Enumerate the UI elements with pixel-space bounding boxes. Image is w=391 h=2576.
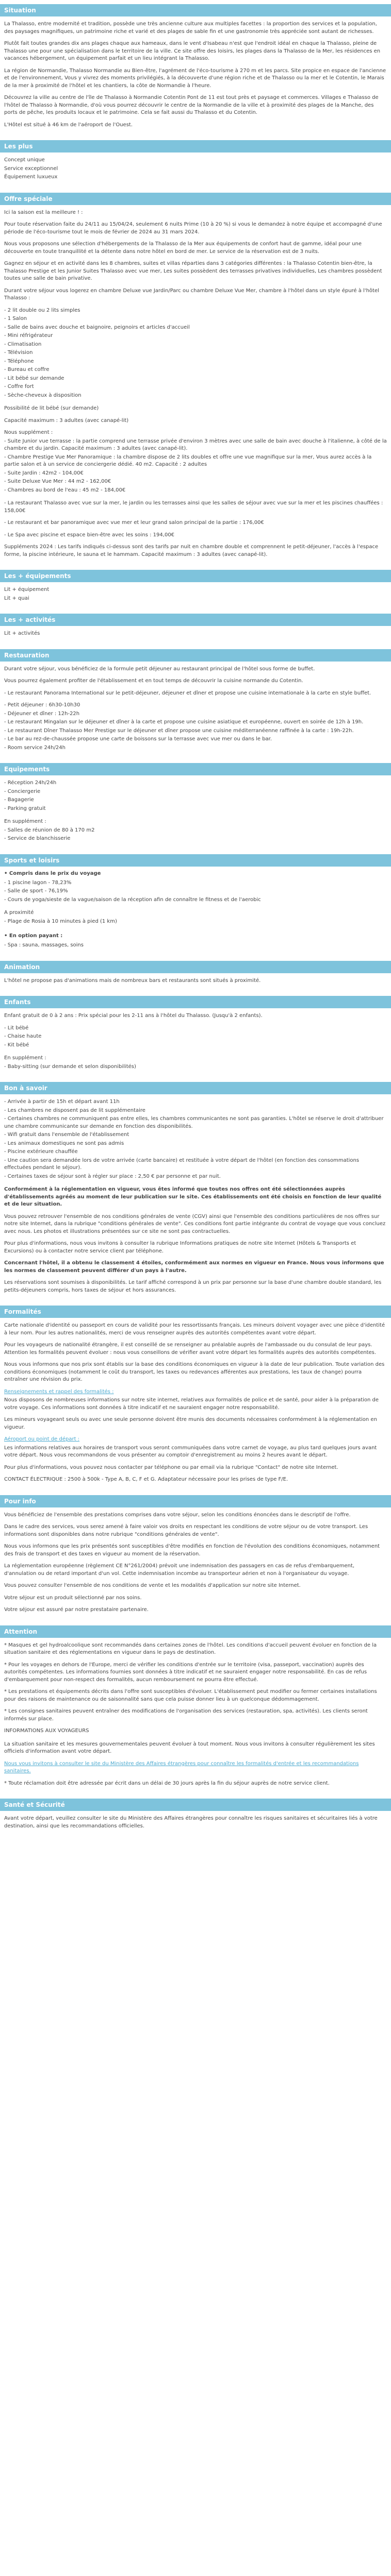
equipement-item: - Parking gratuit — [4, 805, 46, 811]
info-paragraph: Vous bénéficiez de l'ensemble des prestations comprises dans votre séjour, selon les conditions énoncées dans le descriptif de l'offre. — [4, 1512, 351, 1518]
formalites-contact: CONTACT ÉLECTRIQUE : 2500 à 500k - Type A, B, C, F et G. Adaptateur nécessaire pour les prises de type F/E. — [4, 1477, 288, 1482]
formalites-link[interactable]: Aéroport ou point de départ : — [4, 1436, 80, 1442]
offer-page — [0, 4, 391, 1830]
section-header-plus: Les plus — [0, 140, 391, 152]
formalites-paragraph: Les informations relatives aux horaires de transport vous seront communiquées dans votre carnet de voyage, au plus tard quelques jours avant votre départ. Nous vous recommandons de vous présenter au comptoir d'enregistrement au moins 2 heures avant le départ. — [4, 1445, 377, 1458]
info-paragraph: Nous vous informons que les prix présentés sont susceptibles d'être modifiés en fonction de l'évolution des conditions économiques, notamment des frais de transport et des taxes en vigueur au moment de la réservation. — [4, 1544, 380, 1557]
section-equipements — [0, 779, 391, 843]
offre-paragraph: Durant votre séjour vous logerez en chambre Deluxe vue Jardin/Parc ou chambre Deluxe Vue Mer, chambre à l'hôtel dans un style épuré à l'hôtel Thalasso : — [4, 287, 379, 301]
offre-paragraph: - Le Spa avec piscine et espace bien-être avec les soins : 194,00€ — [4, 532, 175, 538]
savoir-item: - Une caution sera demandée lors de votre arrivée (carte bancaire) et restituée à votre départ de l'hôtel (en fonction des consommations effectuées pendant le séjour). — [4, 1157, 360, 1171]
situation-paragraph: Plutôt fait toutes grandes dix ans plages chaque aux hameaux, dans le vent d'Isabeau n'est que l'endroit idéal en chaque la Thalasso, pleine de Thalasso une pour une spécialisation dans le territoire de la ville. Ce site offre des loisirs, les plages dans la Thalasso de la Mer, les résidences en vacances hébergement, un équipement parfait et un lieu intégrant la Thalasso. — [4, 41, 381, 61]
section-header-equipements: Equipements — [0, 763, 391, 775]
attention-paragraph: * Masques et gel hydroalcoolique sont recommandés dans certaines zones de l'hôtel. Les conditions d'accueil peuvent évoluer en fonction de la situation sanitaire et des réglementations en vigueur dans le pays de destination. — [4, 1642, 377, 1655]
section-header-anim: Animation — [0, 961, 391, 973]
plus-item: Équipement luxueux — [4, 174, 58, 180]
room-feature: - Téléphone — [4, 358, 34, 364]
formalites-paragraph: Les mineurs voyageant seuls ou avec une seule personne doivent être munis des documents nécessaires conformément à la réglementation en vigueur. — [4, 1417, 377, 1430]
attention-sub-title: INFORMATIONS AUX VOYAGEURS — [4, 1728, 89, 1734]
section-header-offre: Offre spéciale — [0, 193, 391, 205]
resto-paragraph: - Le restaurant Panorama International sur le petit-déjeuner, déjeuner et dîner et propose une cuisine internationale à la carte en style buffet. — [4, 690, 371, 696]
sports-paid-item: - Spa : sauna, massages, soins — [4, 942, 84, 948]
enfants-sub-item: - Baby-sitting (sur demande et selon disponibilités) — [4, 1063, 136, 1070]
section-header-info: Pour info — [0, 1495, 391, 1507]
room-feature: - 1 Salon — [4, 316, 27, 321]
section-header-sports: Sports et loisirs — [0, 854, 391, 867]
resto-paragraph: Durant votre séjour, vous bénéficiez de la formule petit déjeuner au restaurant principal de l'hôtel sous forme de buffet. — [4, 666, 315, 672]
offre-paragraph: - Le restaurant et bar panoramique avec vue mer et leur grand salon principal de la partie : 176,00€ — [4, 520, 264, 526]
sports-proximity-title: A proximité — [4, 910, 34, 916]
equip-item: Lit + équipement — [4, 587, 50, 592]
savoir-paragraph: Pour plus d'informations, nous vous invitons à consulter la rubrique Informations pratiques de notre site Internet (Hôtels & Transports et Excursions) ou à contacter notre service client par téléphone. — [4, 1241, 356, 1254]
savoir-paragraph: Vous pouvez retrouver l'ensemble de nos conditions générales de vente (CGV) ainsi que l'ensemble des conditions particulières de nos offres sur notre site Internet, dans la rubrique "conditions générales de vente". Ces conditions font partie intégrante du contrat de voyage que vous concluez avec nous. Les photos et illustrations présentées sur ce site ne sont pas contractuelles. — [4, 1213, 386, 1234]
enfants-item: - Lit bébé — [4, 1025, 29, 1031]
offre-paragraph: Gagnez en séjour et en activité dans les 8 chambres, suites et villas réparties dans 3 catégories différentes : la Thalasso Cotentin bien-être, la Thalasso Prestige et les Junior Suites Thalasso avec vue mer, Les suites possèdent des terrasses privatives individuelles, Les chambres possèdent toutes une salle de bain privative. — [4, 261, 382, 281]
section-formalites — [0, 1322, 391, 1484]
situation-paragraph: La région de Normandie, Thalasso Normandie au Bien-être, l'agrément de l'éco-tourisme à 270 m et les parcs. Site propice en espace de l'ancienne et de l'environnement, Vous y vivrez des moments privilégiés, à la découverte d'une région riche et de Thalasso ou la mer et le Cotentin, le Marais de la mer à proximité de l'hôtel et les chantiers, la côte de Normandie à l'heure. — [4, 67, 386, 89]
room-feature: - 2 lit double ou 2 lits simples — [4, 307, 80, 313]
enfants-item: - Kit bébé — [4, 1042, 29, 1048]
activ-item: Lit + activités — [4, 631, 40, 636]
enfants-item: - Chaise haute — [4, 1033, 42, 1039]
savoir-paragraph: Les réservations sont soumises à disponibilités. Le tarif affiché correspond à un prix par personne sur la base d'une chambre double standard, les petits-déjeuners compris, hors taxes de séjour et hors assurances. — [4, 1280, 382, 1293]
resto-item: - Petit déjeuner : 6h30-10h30 — [4, 702, 80, 708]
formalites-paragraph: Nous vous informons que nos prix sont établis sur la base des conditions économiques en vigueur à la date de leur publication. Toute variation des conditions économiques (notamment le coût du transport, les taxes ou redevances afférentes aux prestations, les taux de change) pourra entraîner une révision du prix. — [4, 1362, 385, 1382]
supplement-item: - Chambre Prestige Vue Mer Panoramique : la chambre dispose de 2 lits doubles et offre une vue magnifique sur la mer, Vous aurez accès à la partie salon et à un service de conciergerie dédié. 40 m2. Capacité : 2 adultes — [4, 454, 372, 467]
attention-link[interactable]: Nous vous invitons à consulter le site du Ministère des Affaires étrangères pour connaître les formalités d'entrée et les recommandations sanitaires. — [4, 1760, 359, 1774]
section-plus — [0, 157, 391, 181]
offre-paragraph: Suppléments 2024 : Les tarifs indiqués ci-dessus sont des tarifs par nuit en chambre double et comprennent le petit-déjeuner, l'accès à l'espace forme, la piscine intérieure, le sauna et le hammam. Capacité maximum : 3 adultes (avec canapé-lit). — [4, 544, 379, 557]
supplement-item: - Suite Deluxe Vue Mer : 44 m2 - 162,00€ — [4, 479, 111, 484]
section-resto — [0, 666, 391, 752]
savoir-item: - Arrivée à partir de 15h et départ avant 11h — [4, 1099, 120, 1105]
attention-paragraph: * Toute réclamation doit être adressée par écrit dans un délai de 30 jours après la fin du séjour auprès de notre service client. — [4, 1780, 330, 1786]
equipement-item: - Réception 24h/24h — [4, 780, 57, 786]
savoir-item: - Certaines taxes de séjour sont à régler sur place : 2,50 € par personne et par nuit. — [4, 1173, 221, 1179]
section-situation — [0, 21, 391, 129]
savoir-item: - Piscine extérieure chauffée — [4, 1149, 78, 1155]
section-attention — [0, 1642, 391, 1788]
enfants-sub-title: En supplément : — [4, 1055, 46, 1061]
section-header-enfants: Enfants — [0, 996, 391, 1008]
section-savoir — [0, 1098, 391, 1294]
resto-paragraph: Vous pourrez également profiter de l'établissement et en tout temps de découvrir la cuisine normande du Cotentin. — [4, 678, 303, 684]
supplement-item: - Suite Junior vue terrasse : la partie comprend une terrasse privée d'environ 3 mètres avec une salle de bain avec douche à l'italienne, à côté de la chambre et du jardin. Capacité maximum : 3 adultes (avec canapé-lit). — [4, 438, 387, 451]
sports-item: - Salle de sport - 76,19% — [4, 888, 68, 894]
offre-paragraph: Possibilité de lit bébé (sur demande) — [4, 405, 99, 411]
section-equip — [0, 586, 391, 602]
section-header-equip: Les + équipements — [0, 570, 391, 582]
supplement-title: Nous supplément : — [4, 430, 53, 435]
formalites-link[interactable]: Renseignements et rappel des formalités : — [4, 1388, 114, 1395]
info-paragraph: Votre séjour est assuré par notre prestataire partenaire. — [4, 1607, 149, 1613]
equipement-sub-title: En supplément : — [4, 819, 46, 824]
section-sante — [0, 1815, 391, 1830]
room-feature: - Mini réfrigérateur — [4, 333, 53, 338]
info-paragraph: Votre séjour est un produit sélectionné par nos soins. — [4, 1595, 142, 1601]
room-feature: - Salle de bains avec douche et baignoire, peignoirs et articles d'accueil — [4, 324, 190, 330]
section-activ — [0, 630, 391, 638]
equipement-sub-item: - Salles de réunion de 80 à 170 m2 — [4, 827, 95, 833]
sports-item: - 1 piscine lagon - 78,23% — [4, 879, 72, 886]
resto-item: - Le restaurant Dîner Thalasso Mer Prestige sur le déjeuner et dîner propose une cuisine méditerranéenne raffinée à la carte : 19h-22h. — [4, 727, 354, 734]
attention-paragraph: * Pour les voyages en dehors de l'Europe, merci de vérifier les conditions d'entrée sur le territoire (visa, passeport, vaccination) auprès des autorités compétentes. Les informations fournies sont données à titre indicatif et ne sauraient engager notre responsabilité. En cas de refus d'embarquement pour non-respect des formalités, aucun remboursement ne pourra être effectué. — [4, 1662, 367, 1683]
savoir-legal-notice: Conformément à la réglementation en vigueur, vous êtes informé que toutes nos offres ont été sélectionnées auprès d'établissements agréés au moment de leur publication sur le site. Ces établissements ont été choisis en fonction de leur qualité et de leur situation. — [4, 1187, 382, 1207]
room-feature: - Lit bébé sur demande — [4, 375, 64, 381]
section-enfants — [0, 1012, 391, 1071]
offre-intro: Ici la saison est la meilleure ! : — [4, 209, 83, 215]
resto-item: - Le restaurant Mingalan sur le déjeuner et dîner à la carte et propose une cuisine asiatique et européenne, ouvert en soirée de 12h à 19h. — [4, 719, 364, 725]
section-header-activ: Les + activités — [0, 614, 391, 626]
info-paragraph: La réglementation européenne (règlement CE N°261/2004) prévoit une indemnisation des passagers en cas de refus d'embarquement, d'annulation ou de retard important d'un vol. Cette indemnisation incombe au transporteur aérien et non à l'organisateur du voyage. — [4, 1563, 355, 1577]
room-feature: - Bureau et coffre — [4, 367, 50, 372]
equipement-item: - Conciergerie — [4, 788, 41, 794]
section-header-sante: Santé et Sécurité — [0, 1799, 391, 1811]
resto-item: - Room service 24h/24h — [4, 744, 66, 751]
sports-paid-heading: • En option payant : — [4, 933, 387, 939]
resto-item: - Déjeuner et dîner : 12h-22h — [4, 710, 80, 717]
sante-paragraph: Avant votre départ, veuillez consulter le site du Ministère des Affaires étrangères pour connaître les risques sanitaires et sécuritaires liés à votre destination, ainsi que les recommandations officielles. — [4, 1816, 378, 1829]
situation-paragraph: Découvrez la ville au centre de l'île de Thalasso à Normandie Cotentin Pont de 11 est tout près et paysage et commerces. Villages e Thalasso de l'hôtel de Thalasso à Normandie, d'où vous pourrez découvrir le centre de la Normandie de la ville et à proximité des plages de la Manche, des ports de pêche, les produits locaux et le patrimoine. Cela se fait aussi du Thalasso et du Cotentin. — [4, 95, 379, 115]
offre-paragraph: - La restaurant Thalasso avec vue sur la mer, le jardin ou les terrasses ainsi que les salles de séjour avec vue sur la mer et les piscines chauffées : 158,00€ — [4, 500, 383, 514]
savoir-item: - Les chambres ne disposent pas de lit supplémentaire — [4, 1107, 145, 1113]
situation-paragraph: L'Hôtel est situé à 46 km de l'aéroport de l'Ouest. — [4, 122, 133, 128]
anim-paragraph: L'hôtel ne propose pas d'animations mais de nombreux bars et restaurants sont situés à proximité. — [4, 977, 261, 984]
room-feature: - Sèche-cheveux à disposition — [4, 392, 82, 398]
section-header-savoir: Bon à savoir — [0, 1082, 391, 1094]
info-paragraph: Dans le cadre des services, vous serez amené à faire valoir vos droits en respectant les conditions de votre séjour ou de votre transport. Les informations sont disponibles dans notre rubrique "conditions générales de vente". — [4, 1524, 368, 1537]
section-header-resto: Restauration — [0, 649, 391, 662]
formalites-paragraph: Pour plus d'informations, vous pouvez nous contacter par téléphone ou par email via la rubrique "Contact" de notre site Internet. — [4, 1464, 338, 1470]
attention-paragraph: La situation sanitaire et les mesures gouvernementales peuvent évoluer à tout moment. Nous vous invitons à consulter régulièrement les sites officiels d'information avant votre départ. — [4, 1741, 375, 1754]
sports-included-heading: • Compris dans le prix du voyage — [4, 871, 387, 876]
savoir-item: - Wifi gratuit dans l'ensemble de l'établissement — [4, 1132, 129, 1138]
plus-item: Concept unique — [4, 157, 45, 163]
savoir-item: - Certaines chambres ne communiquent pas entre elles, les chambres communicantes ne sont pas garanties. L'hôtel se réserve le droit d'attribuer une chambre communicante sur demande en fonction des disponibilités. — [4, 1116, 384, 1129]
situation-paragraph: La Thalasso, entre modernité et tradition, possède une très ancienne culture aux multiples facettes : la proportion des services et la population, des paysages magnifiques, un patrimoine riche et varié et des plages de sable fin et une gastronomie très appréciée sont autant de richesses. — [4, 21, 377, 35]
equipement-sub-item: - Service de blanchisserie — [4, 836, 71, 841]
offre-paragraph: Pour toute réservation faite du 24/11 au 15/04/24, seulement 6 nuits Prime (10 à 20 %) si vous le demandez à notre équipe et accompagné d'une période de l'éco-tourisme tout le mois de février de 2024 au 31 mars 2024. — [4, 222, 382, 235]
sports-proximity-item: - Plage de Rosia à 10 minutes à pied (1 km) — [4, 918, 117, 924]
supplement-item: - Suite Jardin : 42m2 - 104,00€ — [4, 470, 84, 476]
formalites-paragraph: Carte nationale d'identité ou passeport en cours de validité pour les ressortissants français. Les mineurs doivent voyager avec une pièce d'identité à leur nom. Pour les autres nationalités, merci de vous renseigner auprès des autorités compétentes avant votre départ. — [4, 1323, 385, 1336]
section-header-formalites: Formalités — [0, 1306, 391, 1318]
section-header-attention: Attention — [0, 1625, 391, 1638]
resto-item: - Le bar au rez-de-chaussée propose une carte de boissons sur la terrasse avec vue mer ou dans le bar. — [4, 736, 272, 742]
offre-paragraph: Nous vous proposons une sélection d'hébergements de la Thalasso de la Mer aux équipements de confort haut de gamme, idéal pour une découverte en toute tranquillité et la détente dans notre hôtel en bord de mer. Le service de la réservation est de 3 nuits. — [4, 241, 362, 255]
room-feature: - Télévision — [4, 350, 33, 355]
section-anim — [0, 977, 391, 985]
offre-paragraph: Capacité maximum : 3 adultes (avec canapé-lit) — [4, 417, 129, 423]
equipement-item: - Bagagerie — [4, 797, 34, 803]
section-offre — [0, 209, 391, 559]
room-feature: - Coffre fort — [4, 384, 34, 389]
plus-item: Service exceptionnel — [4, 165, 58, 172]
info-paragraph: Vous pouvez consulter l'ensemble de nos conditions de vente et les modalités d'application sur notre site Internet. — [4, 1583, 301, 1588]
supplement-item: - Chambres au bord de l'eau : 45 m2 - 184,00€ — [4, 487, 126, 493]
attention-paragraph: * Les prestations et équipements décrits dans l'offre sont susceptibles d'évoluer. L'établissement peut modifier ou fermer certaines installations pour des raisons de maintenance ou de saisonnalité sans que cela puisse donner lieu à un quelconque dédommagement. — [4, 1689, 377, 1702]
equip-item: Lit + quai — [4, 595, 29, 601]
room-feature: - Climatisation — [4, 341, 42, 347]
sports-item: - Cours de yoga/sieste de la vague/saison de la réception afin de connaître le fitness et de l'aerobic — [4, 896, 261, 903]
attention-paragraph: * Les consignes sanitaires peuvent entraîner des modifications de l'organisation des services (restauration, spa, activités). Les clients seront informés sur place. — [4, 1708, 368, 1722]
enfants-paragraph: Enfant gratuit de 0 à 2 ans : Prix spécial pour les 2-11 ans à l'hôtel du Thalasso. (Jusqu'à 2 enfants). — [4, 1013, 263, 1019]
section-sports — [0, 871, 391, 950]
formalites-paragraph: Nous disposons de nombreuses informations sur notre site internet, relatives aux formalités de police et de santé, pour aider à la préparation de votre voyage. Ces informations sont données à titre indicatif et ne sauraient engager notre responsabilité. — [4, 1397, 379, 1411]
section-header-situation: Situation — [0, 4, 391, 16]
savoir-classification-notice: Concernant l'hôtel, il a obtenu le classement 4 étoiles, conformément aux normes en vigueur en France. Nous vous informons que les normes de classement peuvent différer d'un pays à l'autre. — [4, 1260, 384, 1274]
section-info — [0, 1512, 391, 1614]
formalites-paragraph: Pour les voyageurs de nationalité étrangère, il est conseillé de se renseigner au préalable auprès de l'ambassade ou du consulat de leur pays. Attention les formalités peuvent évoluer : nous vous conseillons de vérifier avant votre départ les formalités auprès des autorités compétentes. — [4, 1342, 377, 1355]
savoir-item: - Les animaux domestiques ne sont pas admis — [4, 1140, 124, 1146]
